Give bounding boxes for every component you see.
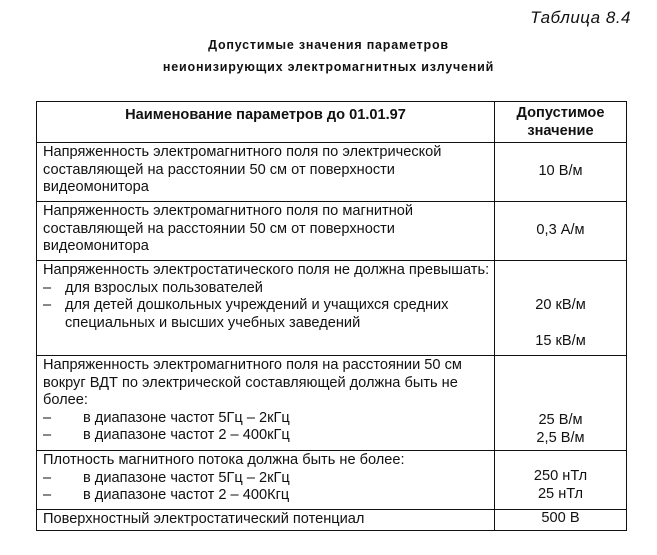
row-value-cell bbox=[495, 451, 627, 510]
table-row bbox=[37, 356, 627, 451]
row-value: 10 В/м bbox=[495, 143, 627, 202]
item-dash: – bbox=[43, 469, 52, 486]
row-value-cell bbox=[495, 356, 627, 451]
item-text: для детей дошкольных учреждений и учащихся средних специальных и высших учебных заведений bbox=[65, 297, 449, 331]
item-value: 250 нТл bbox=[533, 468, 588, 484]
row-parameter-text: Напряженность электромагнитного поля на расстоянии 50 см вокруг ВДТ по электрической составляющей должна быть не более: bbox=[43, 357, 462, 408]
row-parameter-text: Напряженность электромагнитного поля по электрической составляющей на расстоянии 50 см от поверхности видеомонитора bbox=[37, 143, 495, 202]
list-item bbox=[43, 487, 490, 505]
item-dash: – bbox=[43, 427, 52, 443]
table-row bbox=[37, 261, 627, 356]
row-parameter-cell bbox=[37, 356, 495, 451]
item-value: 25 В/м bbox=[538, 412, 583, 428]
table-title-line-1: Допустимые значения параметров bbox=[208, 38, 449, 52]
row-value: 500 В bbox=[495, 510, 627, 531]
list-item bbox=[43, 297, 490, 332]
item-text: в диапазоне частот 5Гц – 2кГц bbox=[83, 409, 290, 426]
row-parameter-cell bbox=[37, 451, 495, 510]
item-value: 2,5 В/м bbox=[536, 429, 585, 446]
item-dash: – bbox=[43, 409, 52, 426]
item-text: в диапазоне частот 2 – 400Кгц bbox=[83, 487, 290, 503]
item-text: в диапазоне частот 2 – 400кГц bbox=[83, 427, 290, 443]
list-item bbox=[43, 470, 490, 488]
list-item bbox=[43, 427, 490, 445]
table-header-row bbox=[37, 102, 627, 143]
item-value: 15 кВ/м bbox=[535, 332, 586, 349]
item-text: в диапазоне частот 5Гц – 2кГц bbox=[83, 469, 290, 486]
item-text: для взрослых пользователей bbox=[65, 279, 263, 296]
item-dash: – bbox=[43, 279, 52, 296]
header-allowed-value: Допустимое значение bbox=[495, 102, 627, 143]
item-value: 20 кВ/м bbox=[535, 297, 586, 313]
row-parameter-cell bbox=[37, 261, 495, 356]
table-title-line-2: неионизирующих электромагнитных излучений bbox=[162, 60, 495, 74]
table-row bbox=[37, 202, 627, 261]
row-parameter-text: Плотность магнитного потока должна быть не более: bbox=[43, 452, 405, 468]
list-item bbox=[43, 410, 490, 428]
row-parameter-text: Напряженность электромагнитного поля по магнитной составляющей на расстоянии 50 см от поверхности видеомонитора bbox=[37, 202, 495, 261]
row-value-cell bbox=[495, 261, 627, 356]
row-parameter-text: Поверхностный электростатический потенциал bbox=[37, 510, 495, 531]
table-row bbox=[37, 510, 627, 531]
parameters-table bbox=[36, 101, 627, 531]
item-dash: – bbox=[43, 297, 52, 313]
row-parameter-text: Напряженность электростатического поля не должна превышать: bbox=[43, 262, 490, 278]
table-caption: Таблица 8.4 bbox=[530, 8, 631, 27]
header-parameter-name: Наименование параметров до 01.01.97 bbox=[37, 102, 495, 143]
row-value: 0,3 А/м bbox=[495, 202, 627, 261]
list-item bbox=[43, 280, 490, 298]
item-dash: – bbox=[43, 487, 52, 503]
table-row bbox=[37, 451, 627, 510]
table-row bbox=[37, 143, 627, 202]
item-value: 25 нТл bbox=[537, 485, 584, 502]
